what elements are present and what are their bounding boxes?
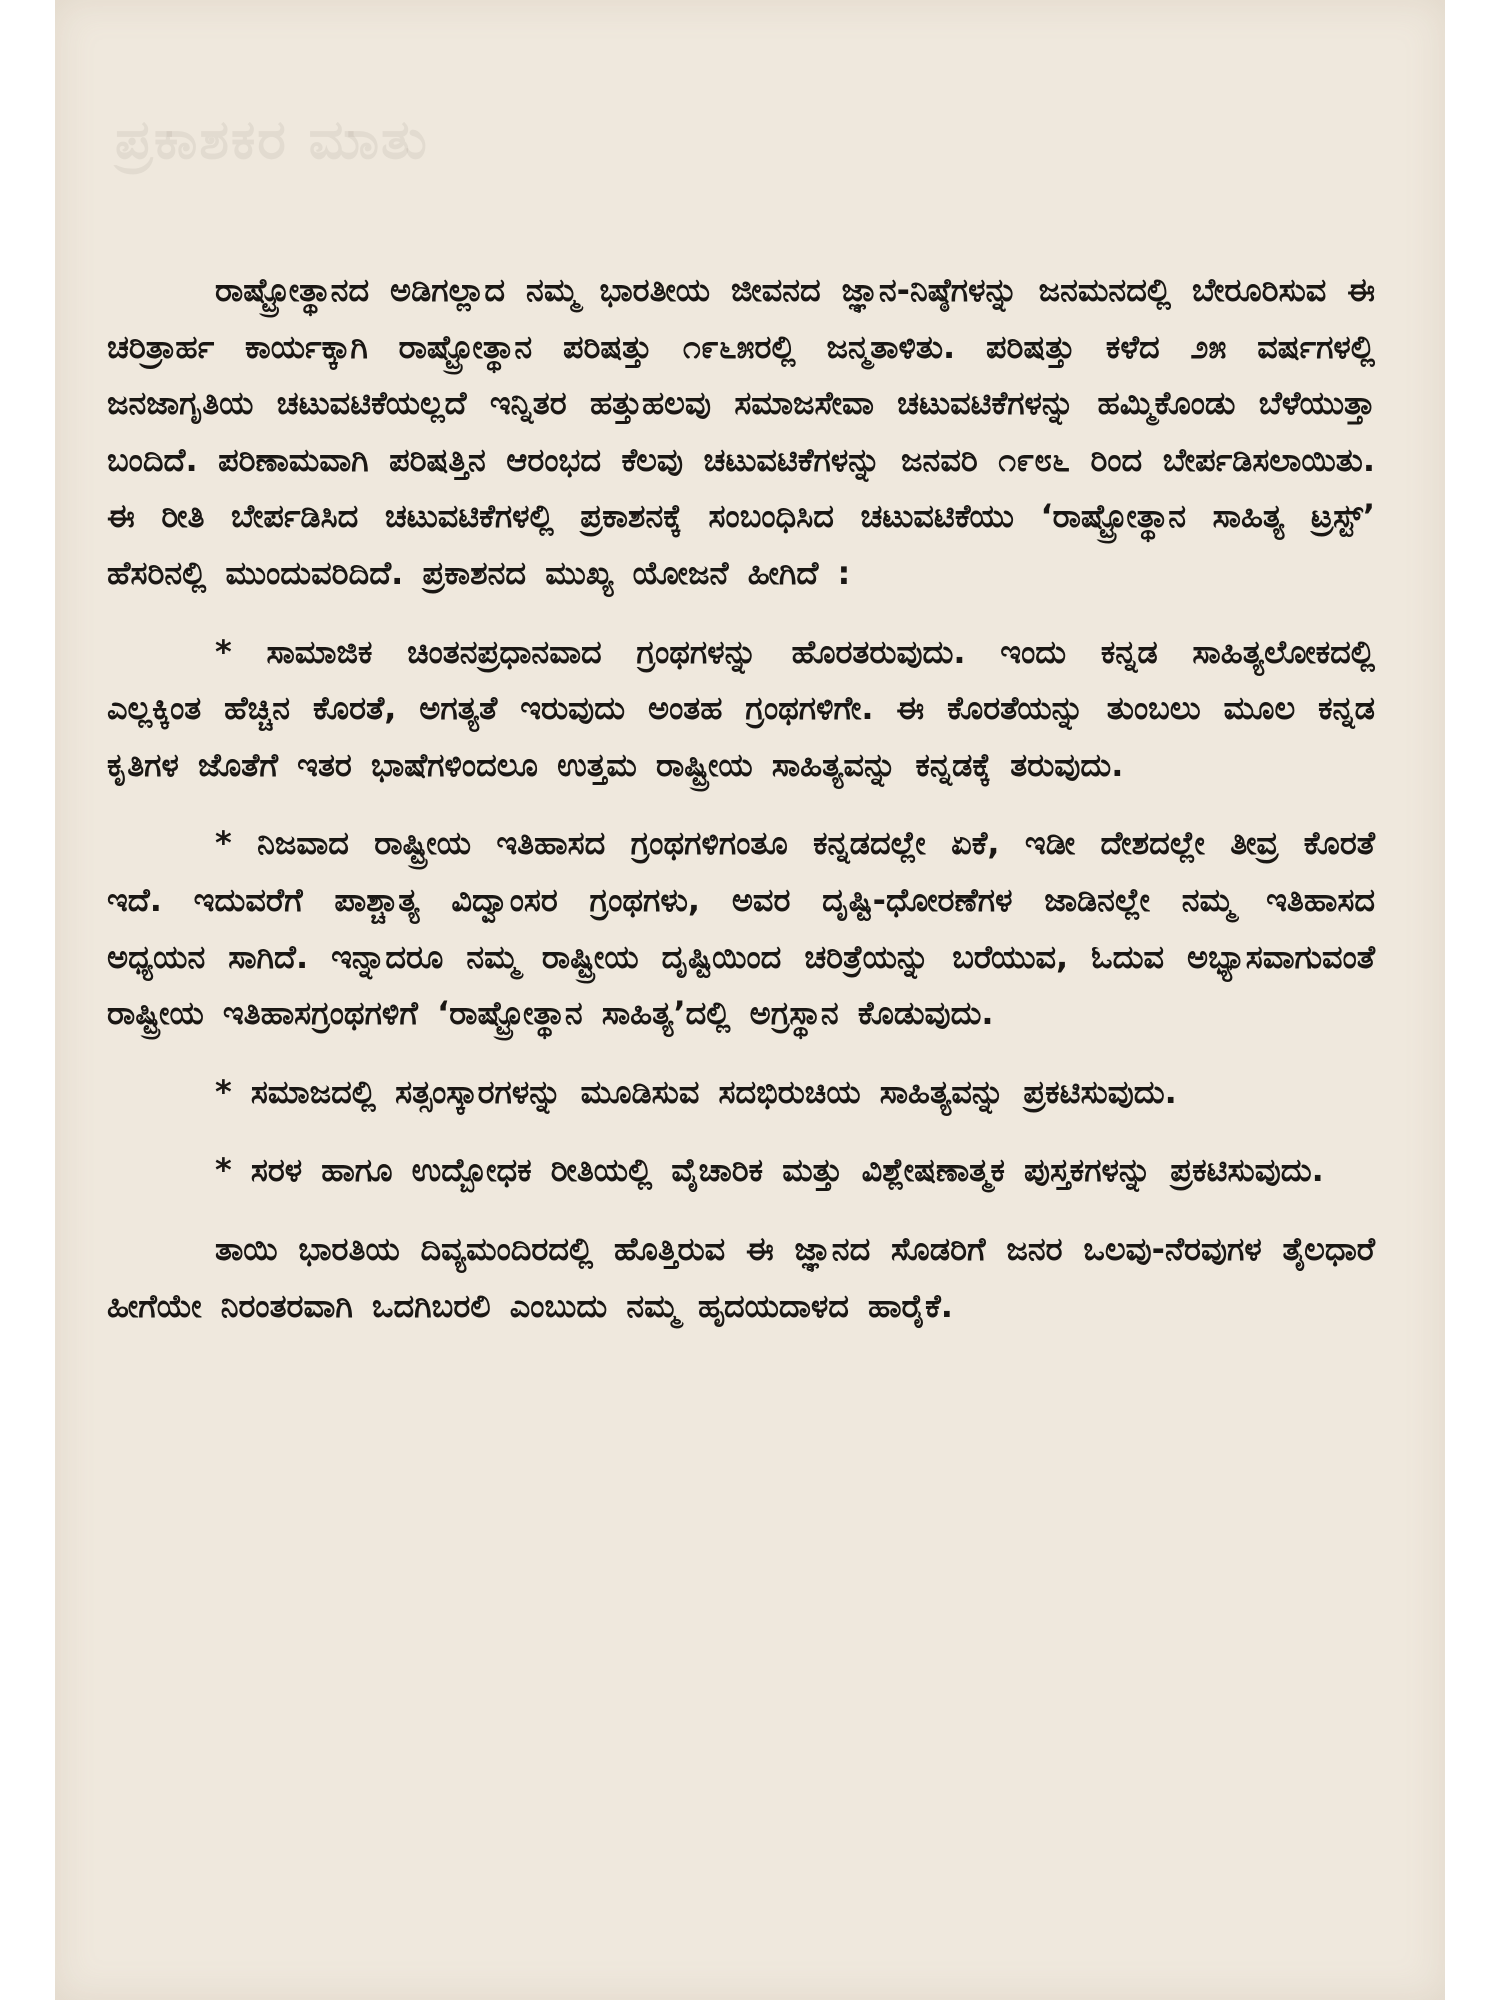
paragraph-point-analytical-books: * ಸರಳ ಹಾಗೂ ಉದ್ಬೋಧಕ ರೀತಿಯಲ್ಲಿ ವೈಚಾರಿಕ ಮತ್ತು ವಿಶ್ಲೇಷಣಾತ್ಮಕ ಪುಸ್ತಕಗಳನ್ನು ಪ್ರಕಟಿಸುವುದು. xyxy=(215,1151,1324,1190)
paragraph-point-good-literature: * ಸಮಾಜದಲ್ಲಿ ಸತ್ಸಂಸ್ಕಾರಗಳನ್ನು ಮೂಡಿಸುವ ಸದಭಿರುಚಿಯ ಸಾಹಿತ್ಯವನ್ನು ಪ್ರಕಟಿಸುವುದು. xyxy=(215,1072,1177,1111)
paragraph-gap xyxy=(107,1120,1375,1142)
paragraph-point-national-history: * ನಿಜವಾದ ರಾಷ್ಟ್ರೀಯ ಇತಿಹಾಸದ ಗ್ರಂಥಗಳಿಗಂತೂ ಕನ್ನಡದಲ್ಲೇ ಏಕೆ, ಇಡೀ ದೇಶದಲ್ಲೇ ತೀವ್ರ ಕೊರತೆ ಇದೆ. ಇದುವರೆಗೆ ಪಾಶ್ಚಾತ್ಯ ವಿದ್ವಾಂಸರ ಗ್ರಂಥಗಳು, ಅವರ ದೃಷ್ಟಿ-ಧೋರಣೆಗಳ ಜಾಡಿನಲ್ಲೇ ನಮ್ಮ ಇತಿಹಾಸದ ಅಧ್ಯಯನ ಸಾಗಿದೆ. ಇನ್ನಾದರೂ ನಮ್ಮ ರಾಷ್ಟ್ರೀಯ ದೃಷ್ಟಿಯಿಂದ ಚರಿತ್ರೆಯನ್ನು ಬರೆಯುವ, ಓದುವ ಅಭ್ಯಾಸವಾಗುವಂತೆ ರಾಷ್ಟ್ರೀಯ ಇತಿಹಾಸಗ್ರಂಥಗಳಿಗೆ ‘ರಾಷ್ಟ್ರೋತ್ಥಾನ ಸಾಹಿತ್ಯ’ದಲ್ಲಿ ಅಗ್ರಸ್ಥಾನ ಕೊಡುವುದು. xyxy=(107,824,1375,1033)
paragraph-gap xyxy=(107,1199,1375,1221)
paragraph-gap xyxy=(107,793,1375,815)
paragraph-gap xyxy=(107,602,1375,624)
faded-header: ಪ್ರಕಾಶಕರ ಮಾತು xyxy=(115,108,429,171)
paragraph-gap xyxy=(107,1042,1375,1064)
page-text xyxy=(55,262,1445,1334)
book-page xyxy=(55,0,1445,2000)
paragraph-intro: ರಾಷ್ಟ್ರೋತ್ಥಾನದ ಅಡಿಗಲ್ಲಾದ ನಮ್ಮ ಭಾರತೀಯ ಜೀವನದ ಜ್ಞಾನ-ನಿಷ್ಠೆಗಳನ್ನು ಜನಮನದಲ್ಲಿ ಬೇರೂರಿಸುವ ಈ ಚರಿತ್ರಾರ್ಹ ಕಾರ್ಯಕ್ಕಾಗಿ ರಾಷ್ಟ್ರೋತ್ಥಾನ ಪರಿಷತ್ತು ೧೯೬೫ರಲ್ಲಿ ಜನ್ಮತಾಳಿತು. ಪರಿಷತ್ತು ಕಳೆದ ೨೫ ವರ್ಷಗಳಲ್ಲಿ ಜನಜಾಗೃತಿಯ ಚಟುವಟಿಕೆಯಲ್ಲದೆ ಇನ್ನಿತರ ಹತ್ತುಹಲವು ಸಮಾಜಸೇವಾ ಚಟುವಟಿಕೆಗಳನ್ನು ಹಮ್ಮಿಕೊಂಡು ಬೆಳೆಯುತ್ತಾ ಬಂದಿದೆ. ಪರಿಣಾಮವಾಗಿ ಪರಿಷತ್ತಿನ ಆರಂಭದ ಕೆಲವು ಚಟುವಟಿಕೆಗಳನ್ನು ಜನವರಿ ೧೯೮೬ ರಿಂದ ಬೇರ್ಪಡಿಸಲಾಯಿತು. ಈ ರೀತಿ ಬೇರ್ಪಡಿಸಿದ ಚಟುವಟಿಕೆಗಳಲ್ಲಿ ಪ್ರಕಾಶನಕ್ಕೆ ಸಂಬಂಧಿಸಿದ ಚಟುವಟಿಕೆಯು ‘ರಾಷ್ಟ್ರೋತ್ಥಾನ ಸಾಹಿತ್ಯ ಟ್ರಸ್ಟ್’ ಹೆಸರಿನಲ್ಲಿ ಮುಂದುವರಿದಿದೆ. ಪ್ರಕಾಶನದ ಮುಖ್ಯ ಯೋಜನೆ ಹೀಗಿದೆ : xyxy=(107,271,1375,592)
paragraph-point-social-thought: * ಸಾಮಾಜಿಕ ಚಿಂತನಪ್ರಧಾನವಾದ ಗ್ರಂಥಗಳನ್ನು ಹೊರತರುವುದು. ಇಂದು ಕನ್ನಡ ಸಾಹಿತ್ಯಲೋಕದಲ್ಲಿ ಎಲ್ಲಕ್ಕಿಂತ ಹೆಚ್ಚಿನ ಕೊರತೆ, ಅಗತ್ಯತೆ ಇರುವುದು ಅಂತಹ ಗ್ರಂಥಗಳಿಗೇ. ಈ ಕೊರತೆಯನ್ನು ತುಂಬಲು ಮೂಲ ಕನ್ನಡ ಕೃತಿಗಳ ಜೊತೆಗೆ ಇತರ ಭಾಷೆಗಳಿಂದಲೂ ಉತ್ತಮ ರಾಷ್ಟ್ರೀಯ ಸಾಹಿತ್ಯವನ್ನು ಕನ್ನಡಕ್ಕೆ ತರುವುದು. xyxy=(107,632,1375,784)
paragraph-closing: ತಾಯಿ ಭಾರತಿಯ ದಿವ್ಯಮಂದಿರದಲ್ಲಿ ಹೊತ್ತಿರುವ ಈ ಜ್ಞಾನದ ಸೊಡರಿಗೆ ಜನರ ಒಲವು-ನೆರವುಗಳ ತೈಲಧಾರೆ ಹೀಗೆಯೇ ನಿರಂತರವಾಗಿ ಒದಗಿಬರಲಿ ಎಂಬುದು ನಮ್ಮ ಹೃದಯದಾಳದ ಹಾರೈಕೆ. xyxy=(107,1229,1375,1325)
